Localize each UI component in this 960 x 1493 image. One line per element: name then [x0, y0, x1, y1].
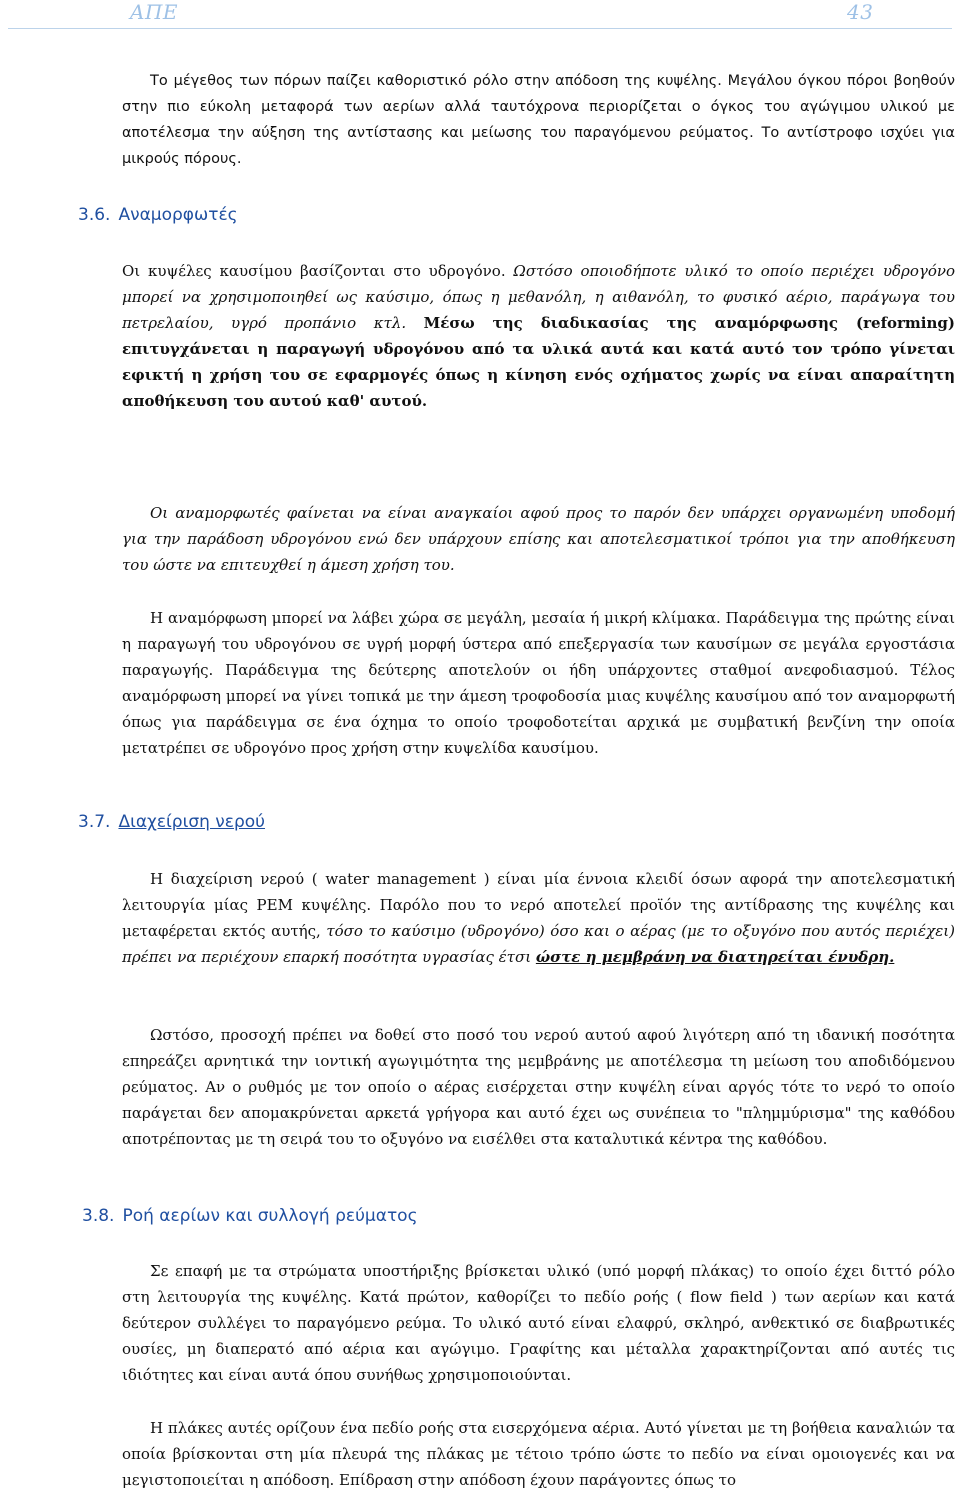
section-heading-3-6 — [78, 205, 238, 225]
paragraph-flow-field: Η πλάκες αυτές ορίζουν ένα πεδίο ροής στα εισερχόμενα αέρια. Αυτό γίνεται με τη βοήθεια καναλιών τα οποία βρίσκονται στη μία πλευρά της πλάκας με τέτοιο τρόπο ώστε το πεδίο να είναι ομοιογενές και να μεγιστοποιείται η απόδοση. Επίδραση στην απόδοση έχουν παράγοντες όπως το — [122, 1419, 955, 1489]
section-number: 3.8. — [82, 1206, 115, 1226]
paragraph-reformers-intro — [122, 258, 955, 414]
text-normal: Η διαχείριση νερού ( water management ) είναι μία έννοια κλειδί όσων αφορά την αποτελεσματική λειτουργία μίας PEM κυψέλης. Παρόλο που το νερό αποτελεί προϊόν της αντίδρασης της κυψέλης και μεταφέρεται εκτός αυτής, — [122, 870, 955, 940]
section-heading-3-7 — [78, 812, 265, 832]
header-title: ΑΠΕ — [130, 0, 178, 24]
paragraph-water-amount: Ωστόσο, προσοχή πρέπει να δοθεί στο ποσό του νερού αυτού αφού λιγότερη από τη ιδανική ποσότητα επηρεάζει αρνητικά την ιοντική αγωγιμότητα της μεμβράνης με αποτέλεσμα τη μείωση του αποδιδόμενου ρεύματος. Αν ο ρυθμός με τον οποίο ο αέρας εισέρχεται στην κυψέλη είναι αργός τότε το νερό το οποίο παράγεται δεν απομακρύνεται αρκετά γρήγορα και αυτό έχει ως συνέπεια το "πλημμύρισμα" της καθόδου αποτρέποντας με τη σειρά του το οξυγόνο να εισέλθει στα καταλυτικά κέντρα της καθόδου. — [122, 1026, 955, 1148]
text-bold-italic: ώστε η μεμβράνη να διατηρείται ένυδρη. — [535, 948, 895, 966]
section-title: Ροή αερίων και συλλογή ρεύματος — [122, 1206, 418, 1226]
paragraph-reformers-need: Οι αναμορφωτές φαίνεται να είναι αναγκαίοι αφού προς το παρόν δεν υπάρχει οργανωμένη υποδομή για την παράδοση υδρογόνου ενώ δεν υπάρχουν επίσης και αποτελεσματικοί τρόποι για την αποθήκευση του ώστε να επιτευχθεί η άμεση χρήση του. — [122, 504, 955, 574]
text-italic: Ωστόσο οποιοδήποτε υλικό το οποίο περιέχει υδρογόνο μπορεί να χρησιμοποιηθεί ως καύσιμο, όπως η μεθανόλη, η αιθανόλη, το φυσικό αέριο, παράγωγα του πετρελαίου, υγρό προπάνιο κτλ. — [122, 262, 956, 332]
section-number: 3.7. — [78, 812, 111, 832]
text-italic: τόσο το καύσιμο (υδρογόνο) όσο και ο αέρας (με το οξυγόνο που αυτός περιέχει) πρέπει να περιέχουν επαρκή ποσότητα υγρασίας έτσι — [122, 922, 955, 966]
page-number: 43 — [847, 0, 874, 24]
section-heading-3-8 — [82, 1206, 418, 1226]
paragraph-water-management — [122, 866, 955, 970]
section-title: Διαχείριση νερού — [118, 812, 266, 832]
page-header — [0, 0, 960, 30]
paragraph-flow-plates: Σε επαφή με τα στρώματα υποστήριξης βρίσκεται υλικό (υπό μορφή πλάκας) το οποίο έχει διττό ρόλο στη λειτουργία της κυψέλης. Κατά πρώτον, καθορίζει το πεδίο ροής ( flow field ) των αερίων και κατά δεύτερον συλλέγει το παραγόμενο ρεύμα. Το υλικό αυτό είναι ελαφρύ, σκληρό, ανθεκτικό σε διαβρωτικές ουσίες, μη διαπερατό από αέρια και αγώγιμο. Γραφίτης και μέταλλα χαρακτηρίζονται από αυτές τις ιδιότητες και είναι αυτά όπου συνήθως χρησιμοποιούνται. — [122, 1262, 955, 1384]
paragraph-pore-size: Το μέγεθος των πόρων παίζει καθοριστικό ρόλο στην απόδοση της κυψέλης. Μεγάλου όγκου πόροι βοηθούν στην πιο εύκολη μεταφορά των αερίων αλλά ταυτόχρονα περιορίζεται ο όγκος του αγώγιμου υλικού με αποτέλεσμα την αύξηση της αντίστασης και μείωσης του παραγόμενου ρεύματος. Το αντίστροφο ισχύει για μικρούς πόρους. — [122, 73, 955, 167]
text-bold: Μέσω της διαδικασίας της αναμόρφωσης (reforming) επιτυγχάνεται η παραγωγή υδρογόνου από τα υλικά αυτά και κατά αυτό τον τρόπο γίνεται εφικτή η χρήση του σε εφαρμογές όπως η κίνηση ενός οχήματος χωρίς να είναι απαραίτητη αποθήκευση του αυτού καθ' αυτού. — [122, 314, 955, 410]
text-normal: Οι κυψέλες καυσίμου βασίζονται στο υδρογόνο. — [122, 262, 514, 280]
section-title: Αναμορφωτές — [118, 205, 238, 225]
header-rule — [8, 28, 952, 29]
section-number: 3.6. — [78, 205, 111, 225]
paragraph-reforming-scale: Η αναμόρφωση μπορεί να λάβει χώρα σε μεγάλη, μεσαία ή μικρή κλίμακα. Παράδειγμα της πρώτης είναι η παραγωγή του υδρογόνου σε υγρή μορφή ύστερα από επεξεργασία των καυσίμων σε μεγάλα εργοστάσια παραγωγής. Παράδειγμα της δεύτερης αποτελούν οι ήδη υπάρχοντες σταθμοί ανεφοδιασμού. Τέλος αναμόρφωση μπορεί να γίνει τοπικά με την άμεση τροφοδοσία μιας κυψέλης καυσίμου από τον αναμορφωτή όπως για παράδειγμα σε ένα όχημα το οποίο τροφοδοτείται αρχικά με συμβατική βενζίνη την οποία μετατρέπει σε υδρογόνο προς χρήση στην κυψελίδα καυσίμου. — [122, 609, 955, 757]
